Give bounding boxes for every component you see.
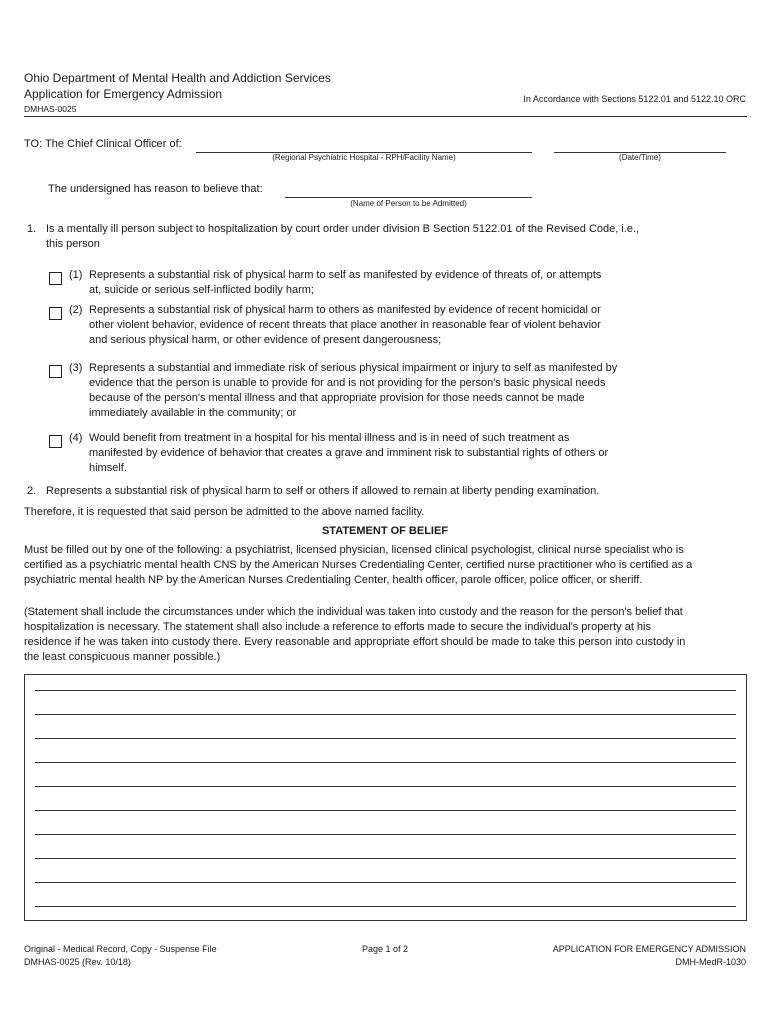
writing-line bbox=[35, 786, 736, 787]
item2-text: Represents a substantial risk of physical harm to self or others if allowed to remain at liberty pending examination. bbox=[46, 485, 600, 497]
footer-distribution: Original - Medical Record, Copy - Suspense File bbox=[24, 944, 217, 954]
statement-para1-line: psychiatric mental health NP by the American Nurses Credentialing Center, health officer, parole officer, police officer, or sheriff. bbox=[24, 574, 643, 586]
option-3-line: immediately available in the community; or bbox=[89, 407, 297, 419]
statement-para1-line: Must be filled out by one of the following: a psychiatrist, licensed physician, licensed clinical psychologist, clinical nurse specialist who is bbox=[24, 544, 684, 556]
orc-reference: In Accordance with Sections 5122.01 and 5122.10 ORC bbox=[523, 94, 746, 104]
option-4-number: (4) bbox=[69, 432, 83, 444]
option-3-line: Represents a substantial and immediate risk of serious physical impairment or injury to self as manifested by bbox=[89, 362, 618, 374]
writing-line bbox=[35, 714, 736, 715]
writing-line bbox=[35, 858, 736, 859]
request-statement: Therefore, it is requested that said person be admitted to the above named facility. bbox=[24, 506, 425, 518]
writing-line bbox=[35, 882, 736, 883]
option-1-line: at, suicide or serious self-inflicted bodily harm; bbox=[89, 284, 314, 296]
department-name: Ohio Department of Mental Health and Addiction Services bbox=[24, 71, 331, 85]
statement-text-area[interactable] bbox=[24, 674, 747, 921]
facility-name-field[interactable] bbox=[196, 136, 532, 153]
option-3-checkbox[interactable] bbox=[49, 365, 62, 378]
option-3-line: because of the person's mental illness and that appropriate provision for those needs cannot be made bbox=[89, 392, 585, 404]
person-name-field[interactable] bbox=[285, 181, 532, 198]
writing-line bbox=[35, 810, 736, 811]
statement-para2-line: (Statement shall include the circumstances under which the individual was taken into custody and the reason for the person's belief that bbox=[24, 606, 683, 618]
option-4-line: Would benefit from treatment in a hospital for his mental illness and is in need of such treatment as bbox=[89, 432, 570, 444]
footer-page-number: Page 1 of 2 bbox=[361, 944, 409, 954]
statement-para1-line: certified as a psychiatric mental health CNS by the American Nurses Credentialing Center, certified nurse practitioner who is certified as a bbox=[24, 559, 693, 571]
option-4-line: manifested by evidence of behavior that creates a grave and imminent risk to substantial rights of others or bbox=[89, 447, 609, 459]
writing-line bbox=[35, 906, 736, 907]
footer-form-revision: DMHAS-0025 (Rev. 10/18) bbox=[24, 957, 131, 967]
writing-line bbox=[35, 738, 736, 739]
option-2-line: Represents a substantial risk of physical harm to others as manifested by evidence of recent homicidal or bbox=[89, 304, 601, 316]
to-label: TO: The Chief Clinical Officer of: bbox=[24, 138, 182, 150]
item1-text-line2: this person bbox=[46, 238, 100, 250]
writing-line bbox=[35, 690, 736, 691]
form-id: DMHAS-0025 bbox=[24, 104, 77, 114]
item1-number: 1. bbox=[27, 223, 37, 235]
option-1-line: Represents a substantial risk of physical harm to self as manifested by evidence of threats of, or attempts bbox=[89, 269, 602, 281]
statement-para2-line: hospitalization is necessary. The statement shall also include a reference to efforts made to secure the individual's property at his bbox=[24, 621, 651, 633]
item2-number: 2. bbox=[27, 485, 37, 497]
statement-heading: STATEMENT OF BELIEF bbox=[321, 525, 449, 537]
item1-text-line1: Is a mentally ill person subject to hospitalization by court order under division B Section 5122.01 of the Revised Code, i.e., bbox=[46, 223, 640, 235]
option-2-checkbox[interactable] bbox=[49, 307, 62, 320]
option-3-number: (3) bbox=[69, 362, 83, 374]
option-1-checkbox[interactable] bbox=[49, 272, 62, 285]
statement-para2-line: the least conspicuous manner possible.) bbox=[24, 651, 221, 663]
header-divider bbox=[24, 116, 747, 117]
footer-form-name: APPLICATION FOR EMERGENCY ADMISSION bbox=[552, 944, 746, 954]
datetime-caption: (Date/Time) bbox=[619, 153, 661, 162]
undersigned-label: The undersigned has reason to believe that: bbox=[48, 183, 263, 195]
writing-line bbox=[35, 762, 736, 763]
footer-form-code: DMH-MedR-1030 bbox=[675, 957, 746, 967]
person-name-caption: (Name of Person to be Admitted) bbox=[350, 199, 467, 208]
option-2-line: other violent behavior, evidence of recent threats that place another in reasonable fear of violent behavior bbox=[89, 319, 601, 331]
facility-caption: (Regional Psychiatric Hospital - RPH/Facility Name) bbox=[272, 153, 456, 162]
option-1-number: (1) bbox=[69, 269, 83, 281]
option-4-checkbox[interactable] bbox=[49, 435, 62, 448]
datetime-field[interactable] bbox=[554, 136, 726, 153]
option-3-line: evidence that the person is unable to provide for and is not providing for the person's basic physical needs bbox=[89, 377, 606, 389]
statement-para2-line: residence if he was taken into custody there. Every reasonable and appropriate effort should be made to take this person into custody in bbox=[24, 636, 686, 648]
form-title: Application for Emergency Admission bbox=[24, 87, 223, 101]
writing-line bbox=[35, 834, 736, 835]
option-2-line: and serious physical harm, or other evidence of present dangerousness; bbox=[89, 334, 442, 346]
option-2-number: (2) bbox=[69, 304, 83, 316]
option-4-line: himself. bbox=[89, 462, 127, 474]
